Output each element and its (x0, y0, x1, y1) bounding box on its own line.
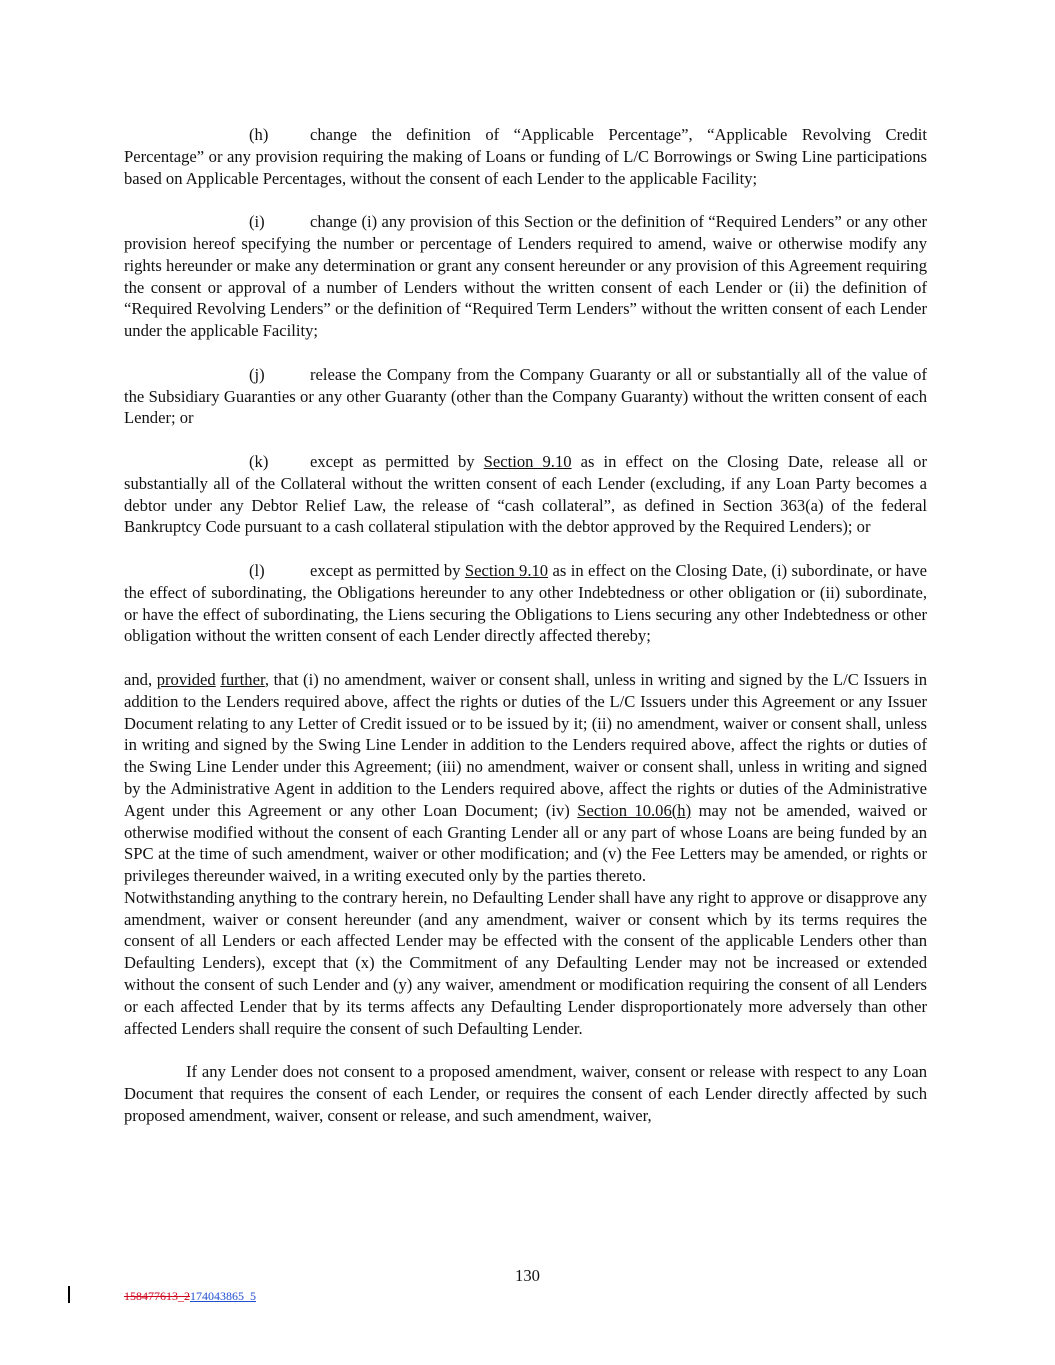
section-reference: Section 9.10 (483, 451, 572, 471)
clause-label: (k) (249, 451, 269, 471)
clause-l (124, 560, 927, 647)
proviso-text-3: Notwithstanding anything to the contrary herein, no Defaulting Lender shall have any right to approve or disapprove any amendment, waiver or consent hereunder (and any amendment, waiver or consent which by its terms requires the consent of all Lenders or each affected Lender may be effected with the consent of the applicable Lenders other than Defaulting Lenders), except that (x) the Commitment of any Defaulting Lender may not be increased or extended without the consent of such Lender and (y) any waiver, amendment or modification requiring the consent of all Lenders or each affected Lender that by its terms affects any Defaulting Lender disproportionately more adversely than other affected Lenders shall require the consent of such Defaulting Lender. (124, 887, 927, 1038)
clause-label: (h) (249, 125, 269, 144)
clause-text: change (i) any provision of this Section or the definition of “Required Lenders” or any other provision hereof specifying the number or percentage of Lenders required to amend, waive or otherwise modify any rights hereunder or make any determination or grant any consent hereunder or any provision of this Agreement requiring the consent or approval of a number of Lenders without the written consent of each Lender or (ii) the definition of “Required Revolving Lenders” or the definition of “Required Term Lenders” without the written consent of each Lender under the applicable Facility; (124, 212, 927, 341)
clause-text: release the Company from the Company Guaranty or all or substantially all of the value of the Subsidiary Guaranties or any other Guaranty (other than the Company Guaranty) without the written consent of each Lender; or (124, 364, 927, 428)
clause-text: change the definition of “Applicable Percentage”, “Applicable Revolving Credit Percentage” or any provision requiring the making of Loans or funding of L/C Borrowings or Swing Line participations based on Applicable Percentages, without the consent of each Lender to the applicable Facility; (124, 125, 927, 188)
clause-k (124, 451, 927, 538)
proviso-lead: and, (124, 669, 157, 689)
document-body (124, 124, 927, 1127)
clause-h (124, 124, 927, 189)
section-reference: Section 9.10 (464, 560, 549, 580)
clause-label: (i) (249, 212, 265, 232)
document-id-inserted: 174043865_5 (190, 1289, 256, 1303)
page-number: 130 (515, 1266, 540, 1285)
proviso-text-2: may not be amended, waived or otherwise modified without the consent of each Granting Lender all or any part of whose Loans are being funded by an SPC at the time of such amendment, waiver or other modification; and (v) the Fee Letters may be amended, or rights or privileges thereunder waived, in a writing executed only by the parties thereto. (124, 800, 928, 886)
clause-text-post: as in effect on the Closing Date, (i) subordinate, or have the effect of subordinating, the Obligations hereunder to any other Indebtedness or other obligation or (ii) subordinate, or have the effect of subordinating, the Liens securing the Obligations to Liens securing any other Indebtedness or other obligation without the written consent of each Lender directly affected thereby; (124, 560, 927, 646)
section-reference: Section 10.06(h) (577, 800, 692, 820)
final-paragraph: If any Lender does not consent to a proposed amendment, waiver, consent or release with respect to any Loan Document that requires the consent of each Lender, or requires the consent of each Lender directly affected by such proposed amendment, waiver, consent or release, and such amendment, waiver, (124, 1062, 927, 1125)
clause-i (124, 211, 927, 342)
document-id (124, 1289, 256, 1304)
proviso-further: further (220, 669, 265, 689)
clause-label: (j) (249, 364, 265, 384)
clause-j (124, 364, 927, 429)
clause-text-post: as in effect on the Closing Date, release all or substantially all of the Collateral without the written consent of each Lender (excluding, if any Loan Party becomes a debtor under any Debtor Relief Law, the release of “cash collateral”, as defined in Section 363(a) of the federal Bankruptcy Code pursuant to a cash collateral stipulation with the debtor approved by the Required Lenders); or (124, 451, 927, 537)
clause-text-pre: except as permitted by (310, 560, 465, 580)
proviso-text-1: , that (i) no amendment, waiver or consent shall, unless in writing and signed by the L/C Issuers in addition to the Lenders required above, affect the rights or duties of the L/C Issuers under this Agreement or any Issuer Document relating to any Letter of Credit issued or to be issued by it; (ii) no amendment, waiver or consent shall, unless in writing and signed by the Swing Line Lender in addition to the Lenders required above, affect the rights or duties of the Swing Line Lender under this Agreement; (iii) no amendment, waiver or consent shall, unless in writing and signed by the Administrative Agent in addition to the Lenders required above, affect the rights or duties of the Administrative Agent under this Agreement or any other Loan Document; (iv) (124, 669, 927, 820)
change-bar (68, 1286, 70, 1303)
clause-label: (l) (249, 560, 265, 580)
document-id-deleted: 158477613_2 (124, 1289, 190, 1303)
proviso-provided: provided (156, 669, 216, 689)
proviso-paragraph (124, 669, 927, 1040)
clause-text-pre: except as permitted by (310, 451, 484, 471)
